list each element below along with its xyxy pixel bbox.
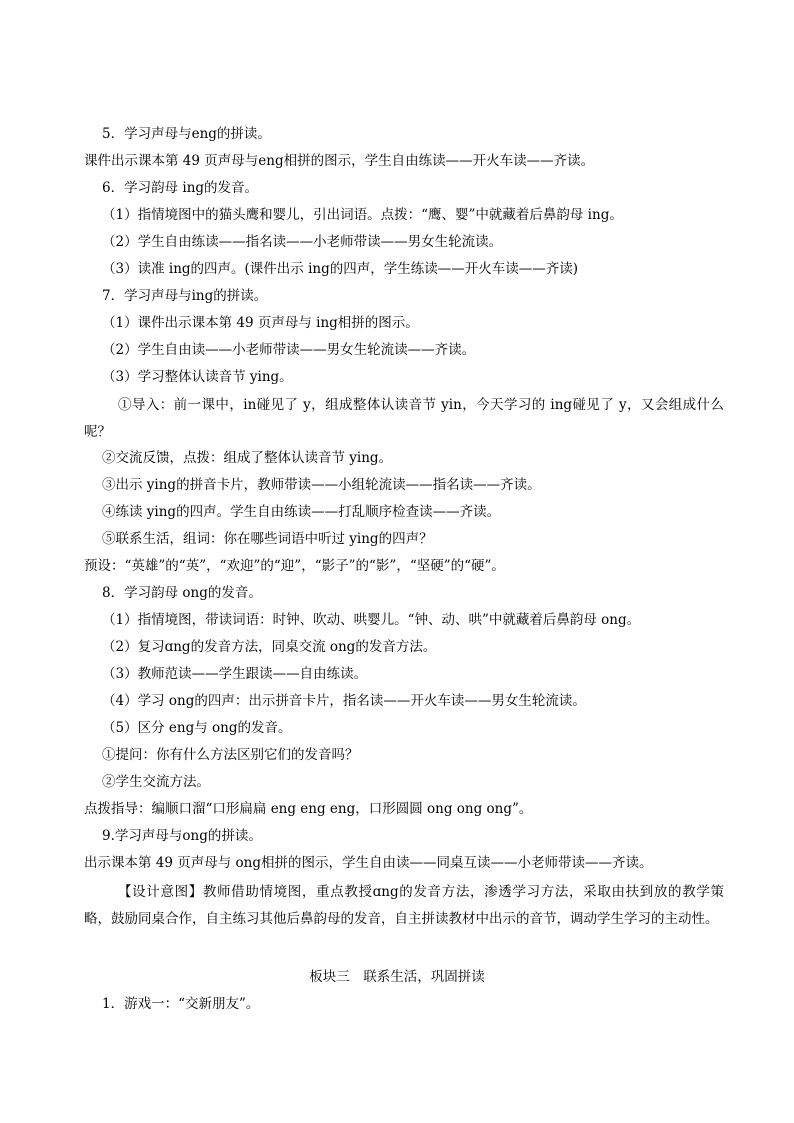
- step-8-item-2: （2）复习ɑng的发音方法，同桌交流 ong的发音方法。: [102, 639, 437, 655]
- step-7-title: 7．学习声母与ing的拼读。: [102, 288, 268, 304]
- step-5-title: 5．学习声母与eng的拼读。: [102, 126, 271, 142]
- intro-paragraph: ①导入：前一课中，in碰见了 y，组成整体认读音节 yin，今天学习的 ing碰见了 y，又会组成什么呢？: [84, 397, 724, 440]
- card-line: ③出示 ying的拼音卡片，教师带读——小组轮流读——指名读——齐读。: [102, 477, 541, 493]
- section-heading: 板块三 联系生活，巩固拼读: [309, 969, 485, 985]
- step-6-title: 6．学习韵母 ing的发音。: [102, 180, 259, 196]
- step-6-item-1: （1）指情境图中的猫头鹰和婴儿，引出词语。点拨：“鹰、婴”中就藏着后鼻韵母 ing。: [102, 207, 623, 223]
- tone-practice-line: ④练读 ying的四声。学生自由练读——打乱顺序检查读——齐读。: [102, 504, 501, 520]
- preset-line: 预设：“英雄”的“英”，“欢迎”的“迎”，“影子”的“影”，“坚硬”的“硬”。: [84, 558, 505, 574]
- step-7-item-1: （1）课件出示课本第 49 页声母与 ing相拼的图示。: [102, 315, 419, 331]
- feedback-line: ②交流反馈，点拨：组成了整体认读音节 ying。: [102, 450, 393, 466]
- guidance-line: 点拨指导：编顺口溜“口形扁扁 eng eng eng，口形圆圆 ong ong ong”。: [84, 801, 533, 817]
- game-1-title: 1．游戏一：“交新朋友”。: [102, 996, 260, 1012]
- step-7-item-3: （3）学习整体认读音节 ying。: [102, 369, 293, 385]
- step-8-title: 8．学习韵母 ong的发音。: [102, 585, 262, 601]
- step-9-text: 出示课本第 49 页声母与 ong相拼的图示，学生自由读——同桌互读——小老师带读——齐读。: [84, 855, 653, 871]
- step-5-text: 课件出示课本第 49 页声母与eng相拼的图示，学生自由练读——开火车读——齐读。: [84, 153, 595, 169]
- step-6-item-2: （2）学生自由练读——指名读——小老师带读——男女生轮流读。: [102, 234, 503, 250]
- step-6-item-3: （3）读准 ing的四声。(课件出示 ing的四声，学生练读——开火车读——齐读): [102, 261, 579, 277]
- step-9-title: 9.学习声母与ong的拼读。: [102, 828, 262, 844]
- step-7-item-2: （2）学生自由读——小老师带读——男女生轮流读——齐读。: [102, 342, 476, 358]
- step-8-item-5: （5）区分 eng与 ong的发音。: [102, 720, 292, 736]
- exchange-line: ②学生交流方法。: [102, 774, 210, 790]
- step-8-item-3: （3）教师范读——学生跟读——自由练读。: [102, 666, 368, 682]
- question-line: ①提问：你有什么方法区别它们的发音吗？: [102, 747, 359, 763]
- life-link-line: ⑤联系生活，组词：你在哪些词语中听过 ying的四声？: [102, 531, 433, 547]
- step-8-item-4: （4）学习 ong的四声：出示拼音卡片，指名读——开火车读——男女生轮流读。: [102, 693, 586, 709]
- step-8-item-1: （1）指情境图，带读词语：时钟、吹动、哄婴儿。“钟、动、哄”中就藏着后鼻韵母 ong。: [102, 612, 641, 628]
- design-intent-paragraph: 【设计意图】教师借助情境图，重点教授ɑng的发音方法，渗透学习方法，采取由扶到放的教学策略，鼓励同桌合作，自主练习其他后鼻韵母的发音，自主拼读教材中出示的音节，调动学生学习的主动性。: [84, 884, 724, 927]
